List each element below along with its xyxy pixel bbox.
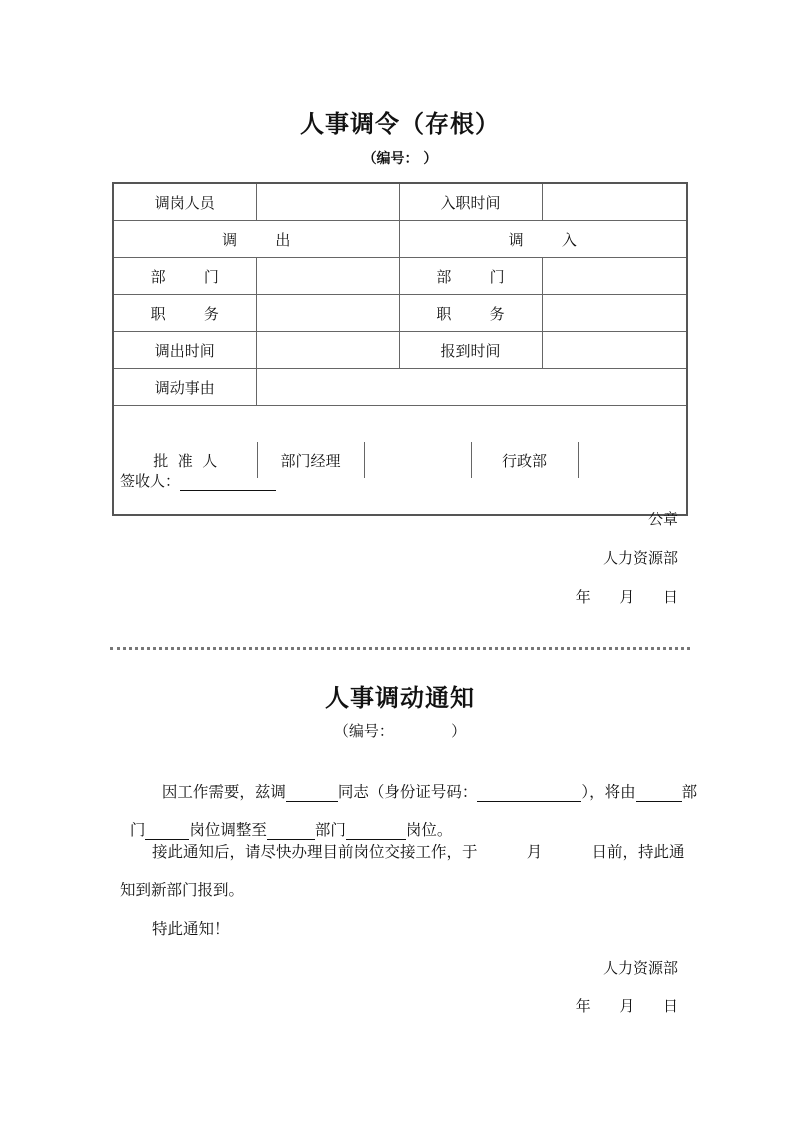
dept-in-field[interactable] [542,258,687,295]
to-position-blank[interactable] [346,823,406,840]
transfer-person-label: 调岗人员 [113,183,256,221]
transfer-reason-field[interactable] [256,369,687,406]
transfer-reason-label: 调动事由 [113,369,256,406]
hire-date-label: 入职时间 [399,183,542,221]
stub-hr-dept: 人力资源部 [602,549,678,567]
signee-label: 签收人： [120,472,181,490]
dept-manager-label: 部门经理 [257,442,364,478]
approver-label: 批 准 人 [114,442,257,478]
notice-number-label: （编号： ） [333,722,467,740]
from-dept-blank[interactable] [636,785,682,802]
stub-number-label: （编号： ） [362,151,438,167]
report-time-field[interactable] [542,332,687,369]
seal-label: 公章 [647,510,678,528]
transfer-in-header: 调 入 [399,221,687,258]
position-out-label: 职 务 [113,295,256,332]
p1-text-c: ），将由 [581,783,636,801]
p2-text-c: 部门 [314,821,346,839]
notice-paragraph-2: 接此通知后，请尽快办理目前岗位交接工作，于 月 日前，持此通 [152,843,685,861]
notice-paragraph-1-cont [120,800,452,840]
position-in-label: 职 务 [399,295,542,332]
p2-text-b: 岗位调整至 [189,821,267,839]
cut-line-divider [110,647,690,650]
dept-manager-field[interactable] [364,442,471,478]
notice-paragraph-1 [152,762,697,802]
stub-title: 人事调令（存根） [300,109,500,138]
notice-paragraph-2-cont: 知到新部门报到。 [120,881,245,899]
signee-row [120,470,276,491]
report-time-label: 报到时间 [399,332,542,369]
dept-in-label: 部 门 [399,258,542,295]
notice-date: 年 月 日 [575,997,678,1015]
stub-date: 年 月 日 [575,588,678,606]
transfer-out-time-label: 调出时间 [113,332,256,369]
id-number-blank[interactable] [477,785,581,802]
admin-dept-label: 行政部 [471,442,578,478]
position-out-field[interactable] [256,295,399,332]
to-dept-blank[interactable] [267,823,315,840]
transfer-out-header: 调 出 [113,221,399,258]
dept-out-label: 部 门 [113,258,256,295]
notice-title: 人事调动通知 [325,683,475,712]
signee-field[interactable] [180,474,276,491]
p1-text-a: 因工作需要，兹调 [161,783,286,801]
p2-text-a: 门 [129,821,146,839]
transfer-person-field[interactable] [256,183,399,221]
notice-closing: 特此通知！ [152,920,230,938]
dept-out-field[interactable] [256,258,399,295]
p1-text-d: 部 [681,783,698,801]
transfer-out-time-field[interactable] [256,332,399,369]
hire-date-field[interactable] [542,183,687,221]
position-in-field[interactable] [542,295,687,332]
stub-table [112,182,688,516]
admin-dept-field[interactable] [578,442,688,478]
from-position-blank[interactable] [145,823,189,840]
p1-text-b: 同志（身份证号码： [337,783,478,801]
notice-hr-dept: 人力资源部 [602,959,678,977]
p2-text-d: 岗位。 [405,821,453,839]
